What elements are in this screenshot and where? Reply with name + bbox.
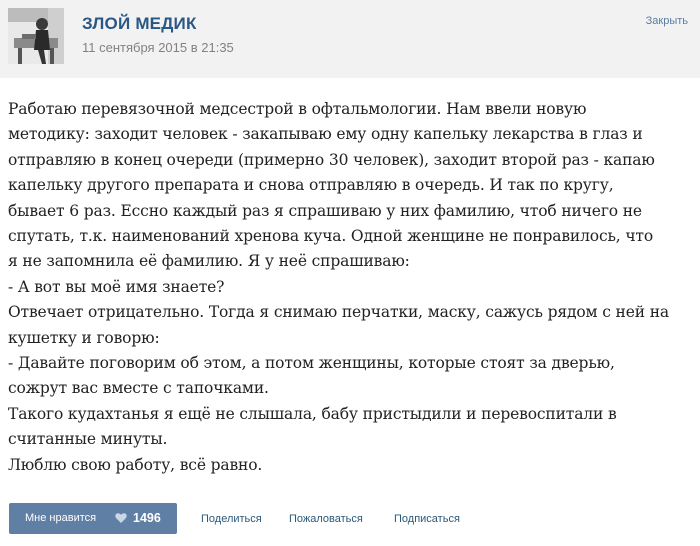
post-text-line: отправляю в конец очереди (примерно 30 человек), заходит второй раз - капаю: [8, 150, 655, 169]
post-text-line: - А вот вы моё имя знаете?: [8, 277, 225, 296]
post-actions: [0, 503, 700, 535]
post-text-line: Люблю свою работу, всё равно.: [8, 455, 263, 474]
post-text-line: бывает 6 раз. Ессно каждый раз я спрашиваю у них фамилию, чтоб ничего не: [8, 201, 642, 220]
post-text-line: капельку другого препарата и снова отправляю в очередь. И так по кругу,: [8, 176, 614, 195]
like-count: 1496: [133, 511, 161, 525]
post-text-line: методику: заходит человек - закапываю ему одну капельку лекарства в глаз и: [8, 125, 643, 144]
post-text-line: Отвечает отрицательно. Тогда я снимаю перчатки, маску, сажусь рядом с ней на: [8, 303, 669, 322]
heart-icon: [115, 512, 127, 524]
post-date[interactable]: 11 сентября 2015 в 21:35: [82, 40, 234, 55]
close-link[interactable]: Закрыть: [645, 15, 688, 27]
like-button[interactable]: [9, 503, 177, 534]
post-text-line: - Давайте поговорим об этом, а потом женщины, которые стоят за дверью,: [8, 354, 615, 373]
post-text-line: я не запомнила её фамилию. Я у неё спрашиваю:: [8, 252, 410, 271]
report-link[interactable]: Пожаловаться: [289, 513, 363, 525]
like-label: Мне нравится: [25, 512, 97, 524]
post-text-line: считанные минуты.: [8, 430, 168, 449]
post-text-line: Такого кудахтанья я ещё не слышала, бабу пристыдили и перевоспитали в: [8, 404, 617, 423]
post-text-line: спутать, т.к. наименований хренова куча. Одной женщине не понравилось, что: [8, 227, 654, 246]
avatar[interactable]: [8, 8, 64, 64]
subscribe-link[interactable]: Подписаться: [394, 513, 460, 525]
avatar-image: [8, 8, 64, 64]
post-author[interactable]: ЗЛОЙ МЕДИК: [82, 14, 197, 33]
post-header: [0, 0, 700, 78]
post-text-line: сожрут вас вместе с тапочками.: [8, 379, 269, 398]
post-text-line: кушетку и говорю:: [8, 328, 160, 347]
share-link[interactable]: Поделиться: [201, 513, 262, 525]
post-text-line: Работаю перевязочной медсестрой в офтальмологии. Нам ввели новую: [8, 100, 587, 118]
post-text: [8, 97, 694, 478]
